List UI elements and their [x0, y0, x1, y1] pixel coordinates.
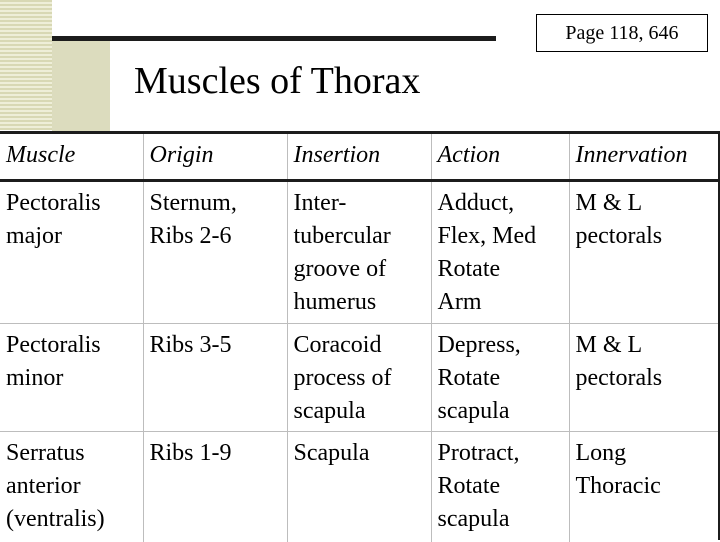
cell-line: Pectoralis [6, 190, 101, 216]
cell-line: Ribs 1-9 [149, 440, 232, 466]
cell-line: Rotate [437, 473, 501, 499]
cell-line: Pectoralis [6, 332, 101, 358]
cell-muscle [0, 432, 143, 542]
cell-line: tubercular [293, 223, 391, 249]
table-row [0, 324, 720, 432]
cell-line: Inter- [293, 190, 347, 216]
cell-line: Sternum, [149, 190, 237, 216]
page-reference-box: Page 118, 646 [536, 14, 708, 52]
cell-line: Depress, [437, 332, 521, 358]
cell-insertion [287, 181, 431, 324]
decorative-bar [52, 40, 110, 132]
cell-origin [143, 181, 287, 324]
cell-line: Rotate [437, 365, 501, 391]
cell-insertion [287, 432, 431, 542]
cell-line: minor [6, 365, 64, 391]
cell-muscle [0, 324, 143, 432]
cell-line: Flex, Med [437, 223, 537, 249]
header-muscle: Muscle [0, 133, 143, 181]
cell-line: scapula [293, 398, 366, 424]
cell-line: Coracoid [293, 332, 382, 358]
decorative-rule [52, 36, 496, 41]
cell-line: Thoracic [575, 473, 661, 499]
header-action: Action [431, 133, 569, 181]
cell-line: (ventralis) [6, 506, 105, 532]
cell-line: Long [575, 440, 627, 466]
cell-line: scapula [437, 506, 510, 532]
cell-line: Ribs 3-5 [149, 332, 232, 358]
decorative-hatch-block [0, 0, 52, 130]
cell-action [431, 432, 569, 542]
cell-line: Ribs 2-6 [149, 223, 232, 249]
cell-line: M & L [575, 190, 643, 216]
table-header-row [0, 133, 720, 181]
cell-muscle [0, 181, 143, 324]
cell-line: anterior [6, 473, 81, 499]
cell-insertion [287, 324, 431, 432]
cell-line: pectorals [575, 365, 663, 391]
cell-line: Scapula [293, 440, 370, 466]
cell-innervation [569, 324, 720, 432]
cell-origin [143, 324, 287, 432]
cell-line: humerus [293, 289, 377, 315]
muscles-table [0, 131, 720, 542]
header-innervation: Innervation [569, 133, 720, 181]
header-insertion: Insertion [287, 133, 431, 181]
cell-origin [143, 432, 287, 542]
slide-title: Muscles of Thorax [134, 60, 421, 102]
table-row [0, 181, 720, 324]
table-row [0, 432, 720, 542]
cell-line: scapula [437, 398, 510, 424]
cell-line: Adduct, [437, 190, 515, 216]
cell-line: Rotate [437, 256, 501, 282]
cell-line: M & L [575, 332, 643, 358]
cell-line: Protract, [437, 440, 520, 466]
cell-innervation [569, 181, 720, 324]
cell-line: process of [293, 365, 392, 391]
cell-line: major [6, 223, 62, 249]
cell-action [431, 324, 569, 432]
header-origin: Origin [143, 133, 287, 181]
cell-line: Serratus [6, 440, 85, 466]
cell-line: groove of [293, 256, 387, 282]
cell-innervation [569, 432, 720, 542]
cell-line: Arm [437, 289, 482, 315]
cell-action [431, 181, 569, 324]
cell-line: pectorals [575, 223, 663, 249]
